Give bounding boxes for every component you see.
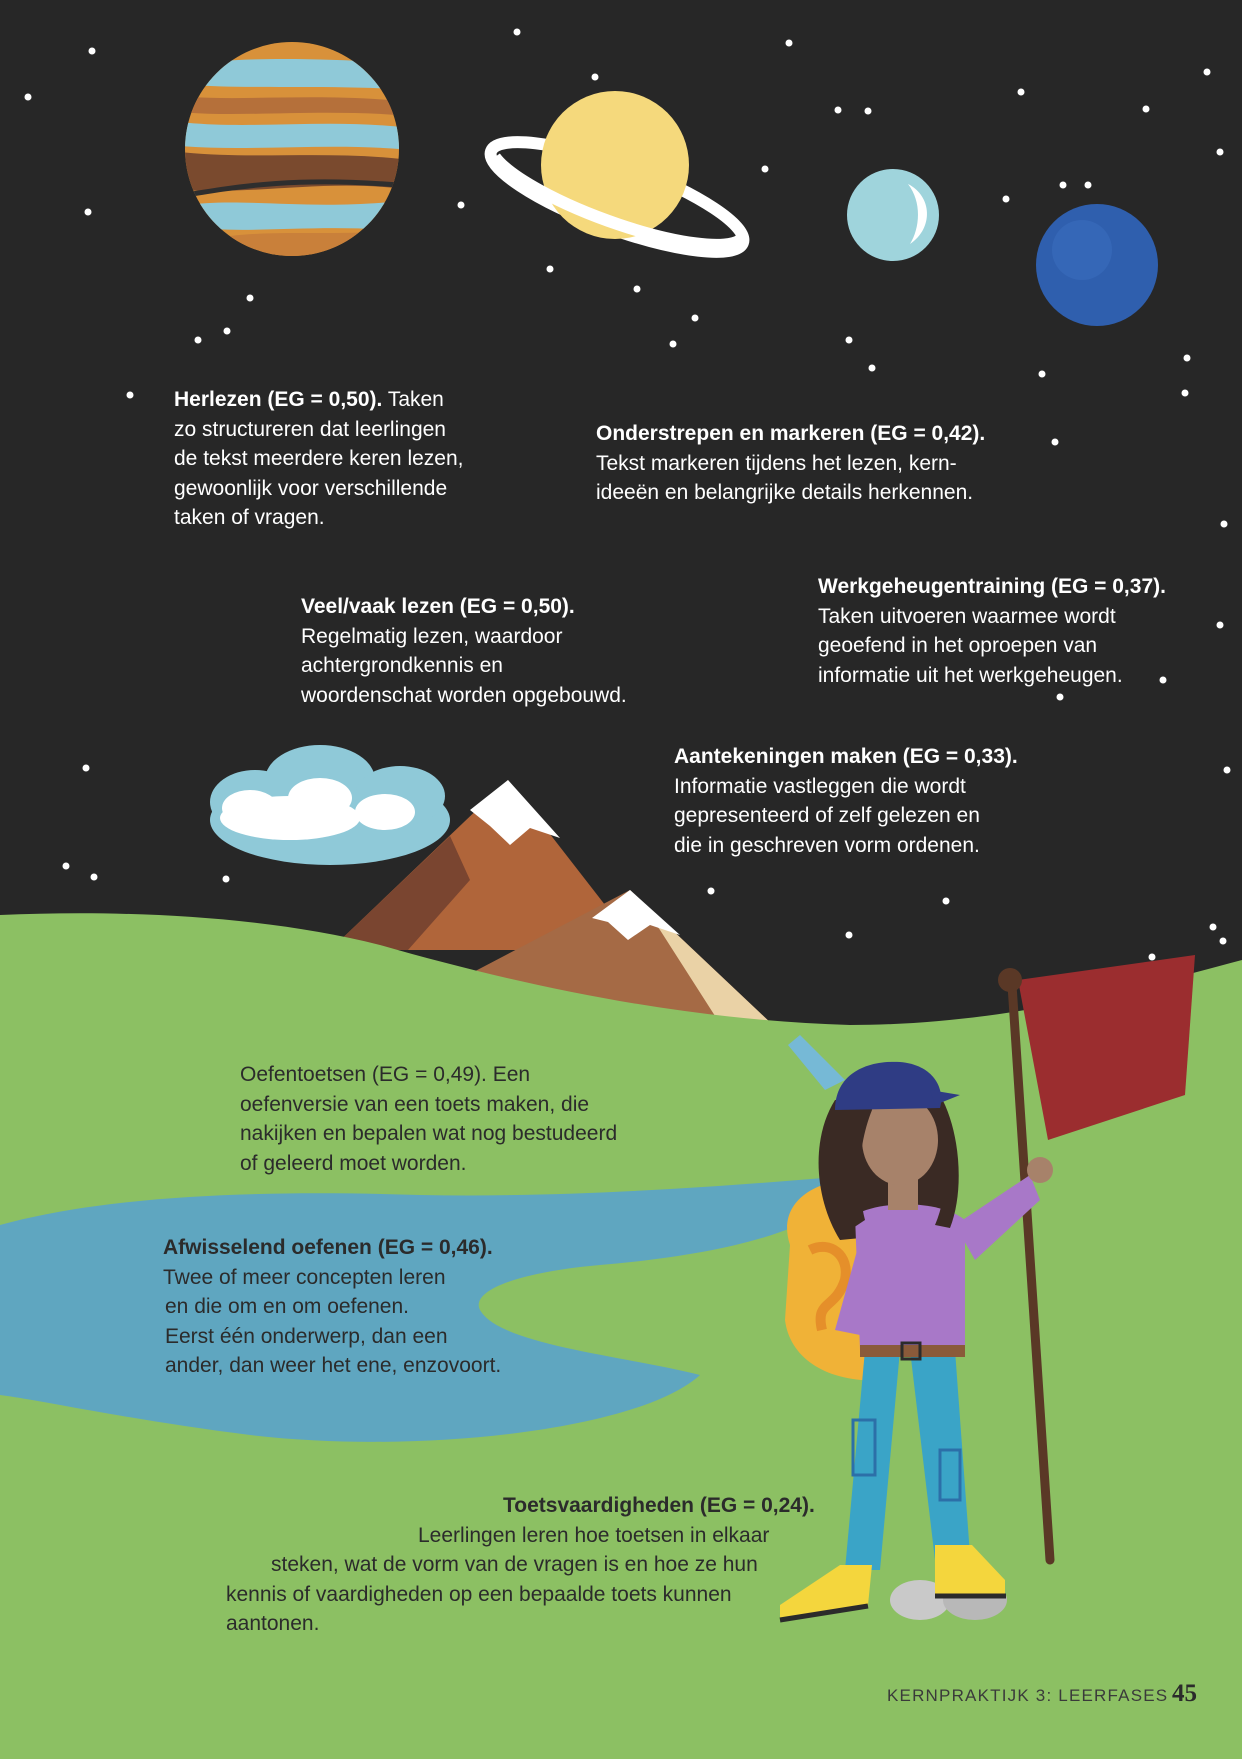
- strategy-afwisselend-oefenen: [163, 1233, 501, 1381]
- strategy-line: gepresenteerd of zelf gelezen en: [674, 804, 980, 827]
- strategy-title: Onderstrepen en markeren (EG = 0,42).: [596, 422, 986, 445]
- strategy-line: Taken: [387, 388, 444, 411]
- strategy-line: Leerlingen leren hoe toetsen in elkaar: [418, 1523, 770, 1547]
- strategy-line: achtergrondkennis en: [301, 654, 503, 677]
- strategy-line: Een: [492, 1063, 531, 1086]
- strategy-line: ander, dan weer het ene, enzovoort.: [165, 1354, 502, 1377]
- page-number: 45: [1172, 1680, 1197, 1707]
- strategy-line: de tekst meerdere keren lezen,: [174, 447, 464, 470]
- strategy-line: Tekst markeren tijdens het lezen, kern-: [596, 451, 957, 475]
- strategy-line: Eerst één onderwerp, dan een: [165, 1324, 448, 1348]
- strategy-line: kennis of vaardigheden op een bepaalde toets kunnen: [226, 1582, 732, 1606]
- strategy-line: steken, wat de vorm van de vragen is en hoe ze hun: [271, 1553, 758, 1576]
- moon-planet: [847, 169, 939, 261]
- strategy-line: of geleerd moet worden.: [240, 1151, 467, 1175]
- strategy-title: Aantekeningen maken (EG = 0,33).: [674, 745, 1018, 768]
- strategy-line: die in geschreven vorm ordenen.: [674, 833, 980, 857]
- strategy-title: Werkgeheugentraining (EG = 0,37).: [818, 575, 1166, 598]
- strategy-onderstrepen: [596, 419, 985, 508]
- strategy-oefentoetsen: [240, 1060, 617, 1178]
- strategy-toetsvaardigheden: [226, 1491, 815, 1639]
- strategy-aantekeningen: [674, 742, 1018, 860]
- strategy-line: oefenversie van een toets maken, die: [240, 1092, 590, 1116]
- strategy-line: gewoonlijk voor verschillende: [174, 476, 448, 500]
- strategy-line: Twee of meer concepten leren: [163, 1265, 446, 1289]
- strategy-line: en die om en om oefenen.: [165, 1295, 410, 1318]
- blue-planet: [1036, 204, 1158, 326]
- strategy-line: nakijken en bepalen wat nog bestudeerd: [240, 1122, 618, 1145]
- strategy-title: Toetsvaardigheden (EG = 0,24).: [503, 1494, 815, 1517]
- strategy-line: taken of vragen.: [174, 506, 325, 529]
- strategy-title: Afwisselend oefenen (EG = 0,46).: [163, 1236, 493, 1259]
- strategy-title: Veel/vaak lezen (EG = 0,50).: [301, 595, 575, 618]
- strategy-line: aantonen.: [226, 1612, 320, 1635]
- strategy-line: woordenschat worden opgebouwd.: [301, 683, 627, 707]
- strategy-line: ideeën en belangrijke details herkennen.: [596, 481, 974, 504]
- strategy-line: zo structureren dat leerlingen: [174, 417, 446, 441]
- strategy-line: geoefend in het oproepen van: [818, 634, 1098, 657]
- strategy-title: Oefentoetsen (EG = 0,49).: [240, 1063, 487, 1086]
- strategy-line: Informatie vastleggen die wordt: [674, 774, 966, 798]
- strategy-line: Taken uitvoeren waarmee wordt: [818, 604, 1116, 628]
- strategy-line: Regelmatig lezen, waardoor: [301, 624, 563, 648]
- strategy-herlezen: [174, 385, 464, 533]
- strategy-title: Herlezen (EG = 0,50).: [174, 388, 383, 411]
- strategy-veel-vaak-lezen: [301, 592, 627, 710]
- strategy-werkgeheugentraining: [818, 572, 1166, 690]
- strategy-line: informatie uit het werkgeheugen.: [818, 663, 1123, 687]
- footer-section-label: KERNPRAKTIJK 3: LEERFASES: [887, 1686, 1169, 1705]
